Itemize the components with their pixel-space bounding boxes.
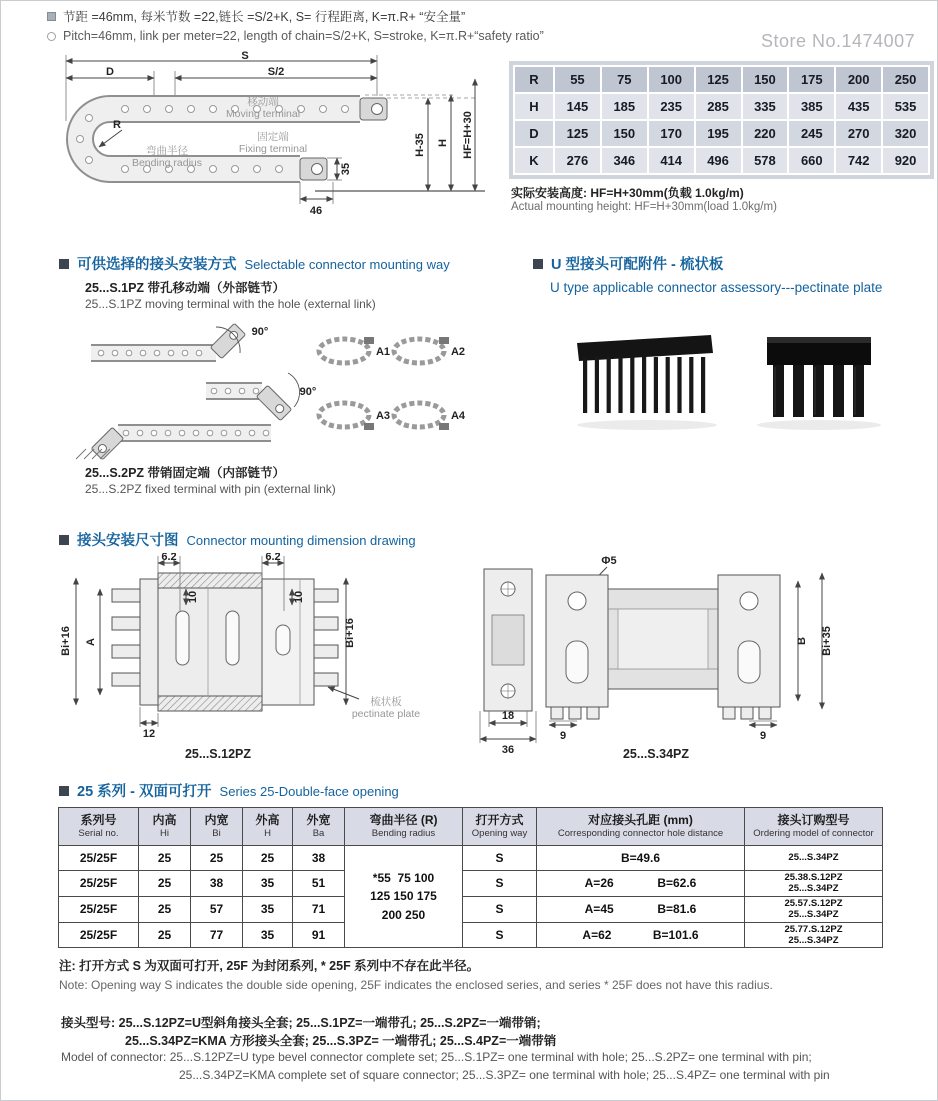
series-spec-table: [58, 807, 883, 948]
pitch-note-en: Pitch=46mm, link per meter=22, length of chain=S/2+K, S=stroke, K=π.R+“safety ratio”: [63, 29, 544, 43]
dim-s-label: S: [241, 51, 249, 62]
moving-terminal-label-cn: 移动端: [247, 96, 279, 108]
dim-bi35-label: Bi+35: [821, 626, 833, 656]
bending-radius-cell: *55 75 100 125 150 175 200 250: [345, 846, 463, 948]
cell: 125: [695, 66, 742, 93]
cell: 250: [882, 66, 929, 93]
section-bullet-icon: [59, 786, 69, 796]
plate-callout-en: pectinate plate: [351, 708, 421, 720]
cell: 75: [601, 66, 648, 93]
mounting-height-note-cn: 实际安装高度: HF=H+30mm(负载 1.0kg/m): [511, 186, 744, 200]
cell: 91: [293, 922, 345, 948]
pectinate-plate-thick: [757, 337, 881, 430]
cell: 25/25F: [59, 896, 139, 922]
chain-with-down-connector: [206, 373, 300, 421]
header-cell: 接头订购型号 Ordering model of connector: [745, 808, 883, 846]
cell: 100: [648, 66, 695, 93]
cell: 285: [695, 93, 742, 120]
sub1-label-en: 25...S.1PZ moving terminal with the hole (external link): [85, 297, 376, 311]
table-row: [59, 922, 883, 948]
cell: 535: [882, 93, 929, 120]
cell: 25: [139, 896, 191, 922]
section-bullet-icon: [59, 535, 69, 545]
section-bullet-icon: [59, 259, 69, 269]
cell: D: [514, 120, 554, 147]
cell: 220: [742, 120, 789, 147]
pectinate-plate-thin: [577, 335, 717, 430]
cell: K: [514, 147, 554, 174]
dim-b-label: B: [796, 637, 808, 645]
header-cell: 内宽 Bi: [191, 808, 243, 846]
fixing-terminal-block: [300, 158, 327, 180]
dimension-table: [513, 65, 930, 175]
square-bullet-icon: [47, 12, 56, 21]
cell: 51: [293, 871, 345, 897]
table-row: [514, 66, 929, 93]
plate-callout-cn: 梳状板: [370, 696, 402, 708]
dim-bi16-left-label: Bi+16: [60, 626, 72, 656]
section-title-mounting: [59, 529, 416, 550]
cell: 920: [882, 147, 929, 174]
cell: 175: [788, 66, 835, 93]
store-number: Store No.1474007: [761, 31, 916, 51]
cell: 25/25F: [59, 922, 139, 948]
dim-18-label: 18: [501, 710, 515, 722]
sub1-label-cn: 25...S.1PZ 带孔移动端（外部链节）: [85, 281, 286, 295]
variant-a3-icon: [319, 403, 374, 430]
cell: 245: [788, 120, 835, 147]
connector-models-line3-en: Model of connector: 25...S.12PZ=U type bevel connector complete set; 25...S.1PZ= one terminal with hole; 25...S.2PZ= one terminal with pin;: [61, 1050, 812, 1064]
dim-s2-label: S/2: [267, 66, 285, 78]
bending-radius-label-en: Bending radius: [131, 157, 203, 169]
variant-a3-label: A3: [375, 410, 391, 422]
chain-dimension-drawing: [15, 51, 507, 241]
header-cell: 弯曲半径 (R) Bending radius: [345, 808, 463, 846]
dim-bi16-right-label: Bi+16: [344, 618, 356, 648]
dim-10-right-label: 10: [293, 590, 305, 604]
header-line-en: [47, 26, 544, 46]
cell: 145: [554, 93, 601, 120]
cell: 57: [191, 896, 243, 922]
sub2-label-cn: 25...S.2PZ 带销固定端（内部链节）: [85, 466, 286, 480]
cell: 320: [882, 120, 929, 147]
pitch-note-cn: 节距 =46mm, 每米节数 =22,链长 =S/2+K, S= 行程距离, K=π.R+ “安全量”: [63, 10, 466, 24]
angle-90-bottom-label: 90°: [299, 386, 317, 398]
dim-12-label: 12: [142, 728, 156, 740]
cell: R: [514, 66, 554, 93]
moving-terminal-label-en: Moving terminal: [225, 108, 301, 120]
header-cell: 对应接头孔距 (mm) Corresponding connector hole distance: [537, 808, 745, 846]
model-34pz-label: 25...S.34PZ: [622, 747, 690, 761]
connector-models-line2-cn: 25...S.34PZ=KMA 方形接头全套; 25...S.3PZ= 一端带孔; 25...S.4PZ=一端带销: [125, 1034, 557, 1048]
cell: 38: [293, 846, 345, 871]
dim-d-label: D: [106, 66, 114, 78]
connector-models-line1-cn: 接头型号: 25...S.12PZ=U型斜角接头全套; 25...S.1PZ=一端带孔; 25...S.2PZ=一端带销;: [61, 1016, 541, 1030]
hole-distance-cell: B=49.6: [537, 846, 745, 871]
cell: 660: [788, 147, 835, 174]
utype-title-en: U type applicable connector assessory---pectinate plate: [550, 280, 883, 295]
ordering-model-cell: 25.38.S.12PZ 25...S.34PZ: [745, 871, 883, 897]
circle-bullet-icon: [47, 32, 56, 41]
moving-terminal-block: [360, 98, 387, 120]
dim-hf-label: HF=H+30: [462, 111, 474, 159]
cell: 25: [139, 922, 191, 948]
cell: 125: [554, 120, 601, 147]
assembly-12pz: [60, 553, 420, 761]
ordering-model-cell: 25.57.S.12PZ 25...S.34PZ: [745, 896, 883, 922]
cell: 335: [742, 93, 789, 120]
header-notes: [47, 6, 544, 46]
section-bullet-icon: [533, 259, 543, 269]
header-line-cn: [47, 6, 544, 26]
model-12pz-label: 25...S.12PZ: [184, 747, 252, 761]
table-row: [514, 93, 929, 120]
table-row: [514, 147, 929, 174]
hole-distance-cell: A=45 B=81.6: [537, 896, 745, 922]
hole-distance-cell: A=62 B=101.6: [537, 922, 745, 948]
fixing-terminal-label-en: Fixing terminal: [238, 143, 308, 155]
header-cell: 打开方式 Opening way: [463, 808, 537, 846]
cell: 195: [695, 120, 742, 147]
table-header-row: [59, 808, 883, 846]
cell: 270: [835, 120, 882, 147]
cell: 346: [601, 147, 648, 174]
middle-link-part: [480, 569, 536, 756]
footnote-en: Note: Opening way S indicates the double side opening, 25F indicates the enclosed series, and series * 25F does not have this radius.: [59, 978, 773, 992]
header-cell: 内高 Hi: [139, 808, 191, 846]
series-title-cn: 25 系列 - 双面可打开: [77, 784, 212, 800]
cell: 71: [293, 896, 345, 922]
angle-90-top-label: 90°: [251, 326, 269, 338]
utype-title-cn: U 型接头可配附件 - 梳状板: [551, 257, 724, 273]
dimension-table-panel: [509, 61, 934, 179]
dim-62-right-label: 6.2: [265, 553, 281, 563]
cell: 25: [243, 846, 293, 871]
cell: S: [463, 846, 537, 871]
dim-36-label: 36: [501, 744, 515, 756]
mounting-dimension-drawing: [56, 553, 886, 763]
dim-62-left-label: 6.2: [161, 553, 177, 563]
ordering-model-cell: 25...S.34PZ: [745, 846, 883, 871]
section-title-connector: [59, 253, 450, 274]
cell: 35: [243, 922, 293, 948]
table-row: [59, 871, 883, 897]
cell: 742: [835, 147, 882, 174]
fixing-terminal-label-cn: 固定端: [257, 131, 289, 143]
variant-a1-label: A1: [375, 346, 391, 358]
cell: S: [463, 896, 537, 922]
section-title-utype: [533, 253, 723, 274]
cell: 25: [139, 846, 191, 871]
cell: 38: [191, 871, 243, 897]
section-title-en: Selectable connector mounting way: [244, 257, 450, 272]
dim-46-label: 46: [309, 205, 323, 217]
cell: 25/25F: [59, 871, 139, 897]
ordering-model-cell: 25.77.S.12PZ 25...S.34PZ: [745, 922, 883, 948]
cell: 496: [695, 147, 742, 174]
cell: 414: [648, 147, 695, 174]
dim-h-label: H: [437, 139, 449, 147]
dim-r-label: R: [113, 119, 121, 131]
cell: 25: [139, 871, 191, 897]
cell: 35: [243, 871, 293, 897]
cell: H: [514, 93, 554, 120]
footnote-cn: 注: 打开方式 S 为双面可打开, 25F 为封闭系列, * 25F 系列中不存在此半径。: [59, 959, 480, 973]
cell: 385: [788, 93, 835, 120]
mounting-title-cn: 接头安装尺寸图: [77, 533, 179, 549]
section-title-series: [59, 780, 399, 801]
cell: 25: [191, 846, 243, 871]
mounting-title-en: Connector mounting dimension drawing: [186, 533, 416, 548]
header-cell: 外宽 Ba: [293, 808, 345, 846]
connector-models-line4-en: 25...S.34PZ=KMA complete set of square connector; 25...S.3PZ= one terminal with hole; 25...S.4PZ= one terminal with pin: [179, 1068, 830, 1082]
cell: 200: [835, 66, 882, 93]
header-cell: 系列号 Serial no.: [59, 808, 139, 846]
connector-variants-drawing: [56, 313, 506, 463]
variant-a2-label: A2: [450, 346, 466, 358]
section-title-cn: 可供选择的接头安装方式: [77, 257, 237, 273]
bending-radius-label-cn: 弯曲半径: [146, 145, 188, 157]
dim-9-left-label: 9: [559, 730, 567, 742]
cell: 150: [742, 66, 789, 93]
variant-a4-label: A4: [450, 410, 466, 422]
chain-with-fixed-pin-connector: [76, 427, 271, 460]
dim-a-label: A: [85, 638, 97, 646]
variant-a1-icon: [319, 337, 374, 363]
cell: S: [463, 922, 537, 948]
cell: 150: [601, 120, 648, 147]
variant-a2-icon: [394, 337, 449, 363]
hole-distance-cell: A=26 B=62.6: [537, 871, 745, 897]
cell: 435: [835, 93, 882, 120]
chain-with-up-connector: [91, 323, 246, 358]
cell: 170: [648, 120, 695, 147]
cell: 276: [554, 147, 601, 174]
dim-9-right-label: 9: [759, 730, 767, 742]
table-row: [514, 120, 929, 147]
variant-a4-icon: [394, 403, 449, 430]
sub2-label-en: 25...S.2PZ fixed terminal with pin (external link): [85, 482, 336, 496]
cell: 578: [742, 147, 789, 174]
cell: 235: [648, 93, 695, 120]
dim-35-label: 35: [340, 162, 352, 176]
table-row: [59, 846, 883, 871]
header-cell: 外高 H: [243, 808, 293, 846]
series-title-en: Series 25-Double-face opening: [219, 784, 399, 799]
cell: 185: [601, 93, 648, 120]
dim-10-left-label: 10: [187, 590, 199, 604]
dim-phi5-label: Φ5: [601, 555, 617, 567]
assembly-34pz: [546, 555, 833, 761]
table-row: [59, 896, 883, 922]
cell: 77: [191, 922, 243, 948]
cell: S: [463, 871, 537, 897]
cell: 35: [243, 896, 293, 922]
cell: 25/25F: [59, 846, 139, 871]
cell: 55: [554, 66, 601, 93]
mounting-height-note-en: Actual mounting height: HF=H+30mm(load 1.0kg/m): [511, 201, 777, 213]
pectinate-plate-photos: [571, 323, 891, 441]
dim-h35-label: H-35: [414, 133, 426, 157]
